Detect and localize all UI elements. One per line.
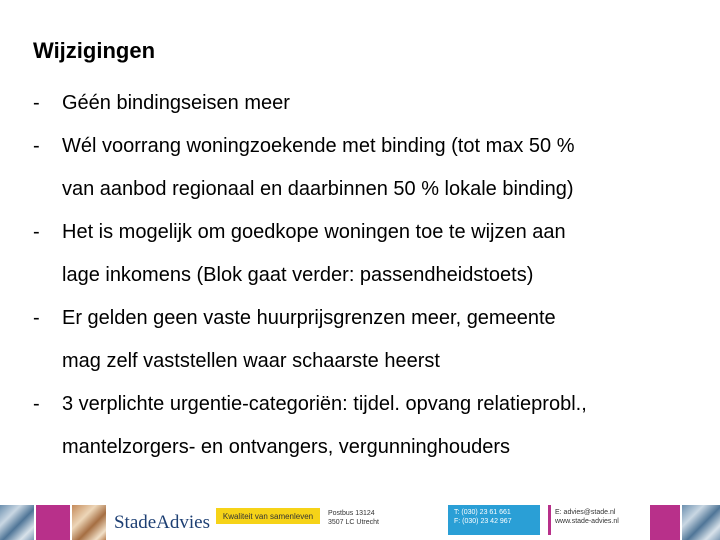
- fax-line: F: (030) 23 42 967: [454, 518, 512, 525]
- phone-line: T: (030) 23 61 661: [454, 509, 511, 516]
- bullet-line: Het is mogelijk om goedkope woningen toe te wijzen aan: [62, 221, 566, 243]
- bullet-item: [33, 297, 713, 383]
- footer-art-tile: [0, 505, 34, 540]
- bullet-item: [33, 125, 713, 211]
- bullet-line: mantelzorgers- en ontvangers, vergunninghouders: [62, 436, 511, 458]
- bullet-dash: -: [33, 135, 40, 157]
- footer-address: [328, 509, 379, 527]
- footer-art-tile: [682, 505, 720, 540]
- bullet-line: Géén bindingseisen meer: [62, 92, 290, 114]
- website-line: www.stade-advies.nl: [555, 518, 619, 525]
- email-line: E: advies@stade.nl: [555, 509, 616, 516]
- footer-magenta-tile: [36, 505, 70, 540]
- footer-phone-box: [448, 505, 540, 535]
- bullet-line: van aanbod regionaal en daarbinnen 50 % lokale binding): [62, 178, 574, 200]
- bullet-dash: -: [33, 92, 40, 114]
- footer-magenta-tile: [650, 505, 680, 540]
- footer-slogan: Kwaliteit van samenleven: [216, 508, 320, 524]
- bullet-dash: -: [33, 221, 40, 243]
- bullet-line: Wél voorrang woningzoekende met binding (tot max 50 %: [62, 135, 575, 157]
- bullet-line: lage inkomens (Blok gaat verder: passendheidstoets): [62, 264, 534, 286]
- bullet-item: [33, 211, 713, 297]
- bullet-list: [33, 82, 713, 469]
- bullet-dash: -: [33, 393, 40, 415]
- bullet-dash: -: [33, 307, 40, 329]
- address-line: 3507 LC Utrecht: [328, 519, 379, 526]
- bullet-line: Er gelden geen vaste huurprijsgrenzen meer, gemeente: [62, 307, 556, 329]
- slide-title: Wijzigingen: [33, 38, 156, 63]
- footer-art-tile: [72, 505, 106, 540]
- bullet-item: [33, 383, 713, 469]
- stade-advies-logo: StadeAdvies: [113, 511, 211, 533]
- bullet-item: [33, 82, 713, 125]
- address-line: Postbus 13124: [328, 510, 375, 517]
- bullet-line: 3 verplichte urgentie-categoriën: tijdel. opvang relatieprobl.,: [62, 393, 587, 415]
- footer-contact-box: [548, 505, 642, 535]
- bullet-line: mag zelf vaststellen waar schaarste heerst: [62, 350, 440, 372]
